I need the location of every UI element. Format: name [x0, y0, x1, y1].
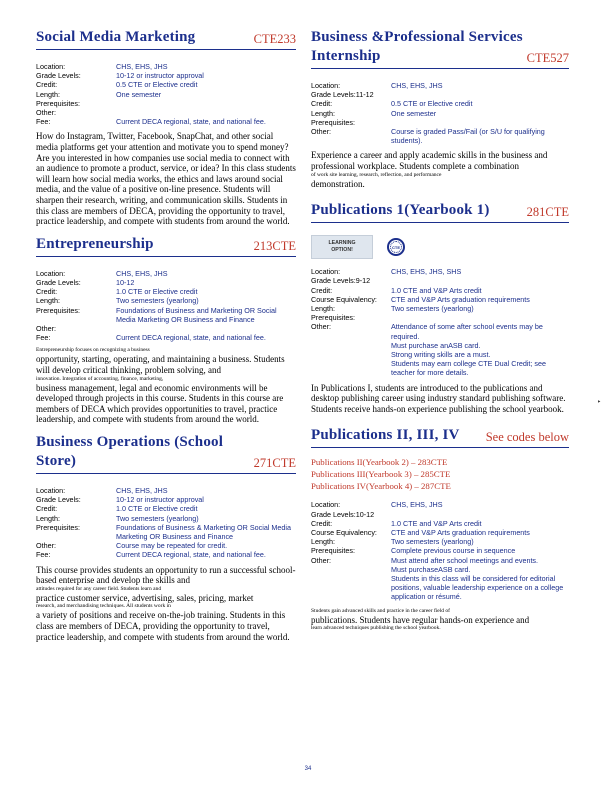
course-header — [311, 28, 569, 69]
info-key: Grade Levels:9-12 — [311, 276, 371, 286]
info-row — [311, 313, 569, 322]
info-row — [36, 80, 296, 89]
info-row — [36, 99, 296, 108]
course-title: Business Operations (School Store) — [36, 433, 224, 469]
info-key: Fee: — [36, 333, 51, 343]
course-description — [311, 608, 569, 633]
description-text: This course provides students an opportunity to run a successful school-based enterprise and develop the skills and — [36, 564, 296, 586]
info-key: Location: — [311, 81, 341, 90]
info-value: Current DECA regional, state, and national fee. — [116, 333, 266, 343]
page-number: 34 — [304, 766, 312, 772]
info-row — [36, 514, 296, 523]
course-title-line2: Internship — [311, 48, 381, 64]
course-social-media-marketing — [36, 28, 296, 227]
sub-course-code: Publications III(Yearbook 3) – 285CTE — [311, 469, 451, 480]
info-key: Location: — [311, 267, 341, 277]
info-value: Current DECA regional, state, and national fee. — [116, 550, 266, 560]
info-row — [36, 71, 296, 80]
fine-print: attitudes required for any career field. Students learn and — [36, 585, 162, 592]
cte-seal-icon — [387, 238, 405, 256]
info-value: CHS, EHS, JHS — [116, 62, 168, 71]
info-value — [391, 510, 569, 519]
info-key: Other: — [36, 541, 56, 551]
info-value: Two semesters (yearlong) — [391, 304, 474, 314]
course-description — [36, 565, 296, 643]
info-value: 1.0 CTE and V&P Arts credit — [391, 285, 482, 295]
info-row — [311, 500, 569, 509]
course-header — [36, 28, 296, 50]
info-key: Grade Levels: — [36, 71, 81, 81]
info-row — [311, 81, 569, 90]
course-description — [36, 347, 296, 425]
info-key: Prerequisites: — [311, 546, 355, 556]
info-row — [36, 504, 296, 513]
course-description: In Publications I, students are introduced to the publications and desktop publishing career using industry standard publishing software. Students receive hands-on experience publishing the school yearbook. — [311, 382, 566, 414]
info-key: Prerequisites: — [36, 305, 80, 315]
info-key: Credit: — [311, 518, 333, 528]
info-key: Other: — [311, 555, 331, 565]
course-description: How do Instagram, Twitter, Facebook, SnapChat, and other social media platforms get your attention and motivate you to spend money? Are you interested in how companies use social media to connect with an audience to promote a product, service, or idea? In this class students will learn how social media works, the ethics and laws around social media, and the value of a positive on-line presence. Students will sharpen their research, writing, and communication skills. Students in this class are members of DECA, providing the opportunity to travel, practice leadership, and compete with students from around the world. — [36, 131, 296, 227]
info-key: Length: — [311, 304, 335, 314]
info-row — [311, 546, 569, 555]
course-code: 281CTE — [526, 205, 569, 220]
left-column — [36, 28, 296, 648]
info-row — [311, 109, 569, 118]
info-value — [116, 108, 296, 117]
info-value: One semester — [391, 108, 437, 118]
right-column — [311, 28, 569, 638]
info-row — [36, 486, 296, 495]
info-key: Prerequisites: — [36, 98, 80, 108]
info-key: Other: — [311, 322, 331, 332]
course-info-table — [311, 81, 569, 145]
course-description — [311, 150, 569, 189]
fine-print: Entrepreneurship focuses on recognizing a business — [36, 347, 150, 354]
course-title: Entrepreneurship — [36, 235, 154, 252]
description-text: demonstration. — [311, 178, 365, 189]
info-key: Fee: — [36, 550, 51, 560]
course-header — [311, 426, 569, 448]
course-info-table — [36, 62, 296, 126]
info-row — [36, 523, 296, 541]
info-row — [36, 278, 296, 287]
info-row — [36, 90, 296, 99]
info-key: Prerequisites: — [311, 117, 355, 127]
info-row — [36, 296, 296, 305]
course-title: Publications 1(Yearbook 1) — [311, 202, 490, 219]
info-value: Two semesters (yearlong) — [391, 537, 474, 547]
seal-text: CTE — [392, 244, 400, 250]
course-info-table — [311, 267, 569, 377]
info-value: 1.0 CTE and V&P Arts credit — [391, 518, 482, 528]
info-value: CHS, EHS, JHS — [391, 500, 443, 510]
info-value: Course may be repeated for credit. — [116, 541, 228, 551]
badge-text: OPTION! — [331, 247, 353, 254]
info-value: CHS, EHS, JHS — [116, 268, 168, 278]
info-key: Other: — [311, 127, 331, 137]
info-value: CHS, EHS, JHS, SHS — [391, 267, 462, 277]
info-row — [311, 90, 569, 99]
info-value — [116, 324, 296, 333]
info-key: Course Equivalency: — [311, 294, 377, 304]
info-key: Length: — [36, 89, 60, 99]
info-row — [36, 324, 296, 333]
info-row — [36, 62, 296, 71]
info-key: Prerequisites: — [311, 313, 355, 323]
info-value: One semester — [116, 89, 162, 99]
info-value: Two semesters (yearlong) — [116, 296, 199, 306]
info-value: Foundations of Business & Marketing OR Social Media Marketing OR Business and Finance — [116, 522, 291, 541]
fine-print: of work site learning, research, reflection, and performance — [311, 171, 442, 178]
info-key: Location: — [36, 62, 66, 71]
info-key: Grade Levels: — [36, 277, 81, 287]
sub-course-code: Publications IV(Yearbook 4) – 287CTE — [311, 481, 451, 492]
info-row — [311, 519, 569, 528]
info-row — [36, 333, 296, 342]
course-info-table — [36, 486, 296, 560]
course-code-list — [311, 456, 569, 492]
info-value: Current DECA regional, state, and national fee. — [116, 117, 266, 127]
info-row — [311, 99, 569, 108]
info-row — [311, 304, 569, 313]
arrow-marker-icon: ‣ — [597, 399, 602, 406]
course-business-internship — [311, 28, 569, 189]
course-code: CTE233 — [253, 32, 296, 46]
info-value: CTE and V&P Arts graduation requirements — [391, 528, 530, 538]
info-key: Course Equivalency: — [311, 528, 377, 538]
course-publications-1 — [311, 201, 569, 414]
info-row — [36, 306, 296, 324]
course-header — [36, 433, 296, 474]
info-value — [391, 313, 569, 322]
description-text: business management, legal and economic environments will be developed through projects in this course. Students in this course are members of DECA which provides opportunities to travel, practice leadership, and compete with students from around the world. — [36, 382, 284, 425]
info-value: 10-12 — [116, 277, 135, 287]
fine-print: innovation. Integration of accounting, finance, marketing, — [36, 375, 164, 382]
fine-print: Students gain advanced skills and practice in the career field of — [311, 607, 450, 614]
info-value — [391, 90, 569, 99]
course-header — [311, 201, 569, 223]
info-value: Complete previous course in sequence — [391, 546, 516, 556]
description-text: practice customer service, advertising, sales, pricing, market — [36, 592, 254, 603]
description-text: Experience a career and apply academic skills in the business and professional workplace. Students complete a combination — [311, 150, 548, 172]
info-row — [36, 269, 296, 278]
info-row — [36, 117, 296, 126]
info-key: Length: — [311, 108, 335, 118]
info-row — [311, 286, 569, 295]
description-text: a variety of positions and receive on-the-job training. Students in this class are members of DECA, providing the opportunity to travel, practice leadership, and compete with students from around the world. — [36, 610, 290, 642]
info-value: 10-12 or instructor approval — [116, 495, 204, 505]
learning-option-badge — [311, 235, 373, 259]
info-key: Grade Levels:11-12 — [311, 90, 374, 100]
info-key: Length: — [36, 513, 60, 523]
info-row — [36, 495, 296, 504]
info-value: 0.5 CTE or Elective credit — [391, 99, 473, 109]
info-row — [311, 127, 569, 145]
info-key: Credit: — [36, 80, 58, 90]
info-key: Credit: — [36, 287, 58, 297]
info-row — [311, 537, 569, 546]
fine-print: learn advanced techniques publishing the school yearbook. — [311, 625, 441, 632]
info-value: CHS, EHS, JHS — [391, 81, 443, 90]
fine-print: research, and merchandising techniques. All students work in — [36, 603, 171, 610]
info-row — [36, 541, 296, 550]
info-key: Other: — [36, 108, 56, 118]
info-row — [311, 556, 569, 602]
course-info-table — [36, 269, 296, 343]
info-key: Length: — [36, 296, 60, 306]
course-header — [36, 235, 296, 257]
badge-text: LEARNING — [328, 240, 356, 247]
info-key: Grade Levels:10-12 — [311, 509, 375, 519]
info-key: Location: — [311, 500, 341, 510]
course-title: Social Media Marketing — [36, 29, 196, 45]
course-code: 271CTE — [253, 455, 296, 470]
info-key: Credit: — [311, 99, 333, 109]
info-row — [36, 108, 296, 117]
info-row — [36, 550, 296, 559]
info-value: CTE and V&P Arts graduation requirements — [391, 294, 530, 304]
course-title: Publications II, III, IV — [311, 427, 460, 444]
info-value: 1.0 CTE or Elective credit — [116, 287, 198, 297]
info-value: Course is graded Pass/Fail (or S/U for qualifying students). — [391, 127, 545, 146]
info-value: Must attend after school meetings and events. Must purchaseASB card. Students in this class will be considered for editorial positions, valuable leadership experience on a college application or résumé. — [391, 555, 564, 602]
info-value: CHS, EHS, JHS — [116, 485, 168, 495]
info-value: 10-12 or instructor approval — [116, 71, 204, 81]
info-value: Foundations of Business and Marketing OR Social Media Marketing OR Business and Finance — [116, 305, 277, 324]
info-key: Other: — [36, 323, 56, 333]
info-value: Attendance of some after school events may be required. Must purchase anASB card. Strong writing skills are a must. Students may earn college CTE Dual Credit; see teacher for more details. — [391, 322, 547, 378]
info-row — [311, 322, 569, 377]
info-row — [311, 118, 569, 127]
description-text: publications. Students have regular hands-on experience and — [311, 614, 530, 625]
description-text: opportunity, starting, operating, and maintaining a business. Students will develop critical thinking, problem solving, and — [36, 354, 285, 375]
info-key: Location: — [36, 485, 66, 495]
info-value — [391, 118, 569, 127]
course-title-line1: Business &Professional Services — [311, 29, 523, 45]
info-value: 1.0 CTE or Elective credit — [116, 504, 198, 514]
course-code: See codes below — [485, 430, 569, 445]
sub-course-code: Publications II(Yearbook 2) – 283CTE — [311, 457, 448, 468]
info-key: Location: — [36, 268, 66, 278]
info-value: 0.5 CTE or Elective credit — [116, 80, 198, 90]
seal-inner — [390, 241, 402, 253]
info-row — [311, 295, 569, 304]
info-value: Two semesters (yearlong) — [116, 513, 199, 523]
info-value — [116, 99, 296, 108]
info-key: Credit: — [311, 285, 333, 295]
info-value — [391, 276, 569, 285]
info-row — [311, 528, 569, 537]
info-row — [311, 267, 569, 276]
course-info-table — [311, 500, 569, 601]
info-key: Fee: — [36, 117, 51, 127]
info-row — [311, 276, 569, 285]
course-title-row — [311, 47, 569, 66]
info-key: Prerequisites: — [36, 522, 80, 532]
info-key: Grade Levels: — [36, 495, 81, 505]
info-row — [36, 287, 296, 296]
course-entrepreneurship — [36, 235, 296, 425]
info-key: Credit: — [36, 504, 58, 514]
info-row — [311, 510, 569, 519]
course-publications-2-4 — [311, 426, 569, 632]
course-code: CTE527 — [526, 51, 569, 65]
course-business-operations — [36, 433, 296, 642]
info-key: Length: — [311, 537, 335, 547]
learning-option-row — [311, 235, 569, 259]
course-code: 213CTE — [253, 238, 296, 253]
